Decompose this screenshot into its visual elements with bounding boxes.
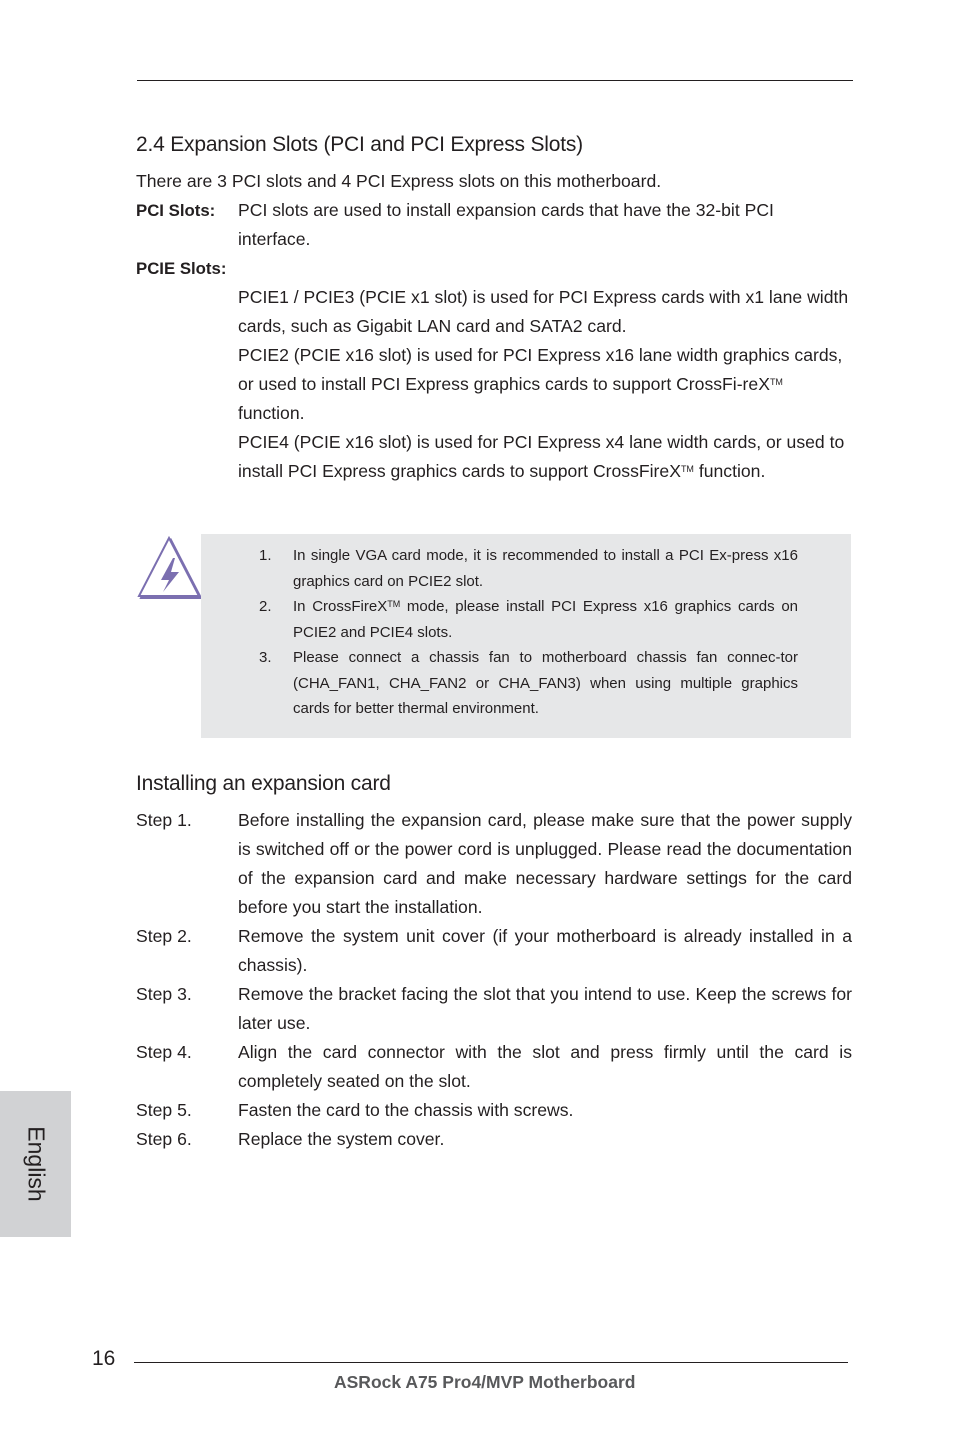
step-label: Step 5. bbox=[136, 1100, 192, 1120]
step-text: Remove the system unit cover (if your motherboard is already installed in a chassis). bbox=[238, 926, 852, 975]
step-label: Step 3. bbox=[136, 984, 192, 1004]
list-item bbox=[259, 543, 798, 594]
list-number: 3. bbox=[259, 649, 272, 666]
pcie4-text: PCIE4 (PCIE x16 slot) is used for PCI Express x4 lane width cards, or used to install PCI Express graphics cards to support CrossFireX bbox=[238, 432, 845, 481]
warning-lightning-icon bbox=[135, 536, 203, 602]
pcie2-text-end: function. bbox=[238, 403, 305, 423]
language-tab-label: English bbox=[23, 1126, 50, 1202]
list-item bbox=[259, 594, 798, 645]
step-text: Before installing the expansion card, please make sure that the power supply is switched off or the power cord is unplugged. Please read the documentation of the expansion card and make necessary hardware settings for the card before you start the installation. bbox=[238, 810, 852, 917]
step-item bbox=[136, 1096, 852, 1125]
install-section-title: Installing an expansion card bbox=[136, 772, 391, 795]
pci-slots-label: PCI Slots: bbox=[136, 201, 216, 220]
footer-rule bbox=[134, 1362, 848, 1363]
pcie-slots-description bbox=[238, 283, 853, 486]
step-label: Step 6. bbox=[136, 1129, 192, 1149]
step-text: Replace the system cover. bbox=[238, 1129, 445, 1149]
step-label: Step 4. bbox=[136, 1042, 192, 1062]
step-text: Remove the bracket facing the slot that you intend to use. Keep the screws for later use. bbox=[238, 984, 852, 1033]
note-text: In single VGA card mode, it is recommended to install a PCI Ex-press x16 graphics card on PCIE2 slot. bbox=[293, 547, 798, 590]
pcie-slots-label: PCIE Slots: bbox=[136, 259, 227, 278]
install-steps bbox=[136, 806, 852, 1154]
pcie2-paragraph bbox=[238, 341, 853, 428]
step-text: Fasten the card to the chassis with screws. bbox=[238, 1100, 574, 1120]
footer-title: ASRock A75 Pro4/MVP Motherboard bbox=[334, 1372, 636, 1392]
pci-slots-description: PCI slots are used to install expansion cards that have the 32-bit PCI interface. bbox=[238, 200, 774, 249]
note-list bbox=[259, 543, 798, 722]
list-number: 2. bbox=[259, 598, 272, 615]
trademark-mark: TM bbox=[680, 464, 694, 474]
section-intro: There are 3 PCI slots and 4 PCI Express slots on this motherboard. bbox=[136, 171, 662, 191]
note-text: In CrossFireX bbox=[293, 598, 388, 615]
step-text: Align the card connector with the slot and press firmly until the card is completely seated on the slot. bbox=[238, 1042, 852, 1091]
step-item bbox=[136, 922, 852, 980]
note-text: Please connect a chassis fan to motherboard chassis fan connec-tor (CHA_FAN1, CHA_FAN2 or CHA_FAN3) when using multiple graphics cards for better thermal environment. bbox=[293, 649, 798, 717]
step-label: Step 2. bbox=[136, 926, 192, 946]
step-item bbox=[136, 1038, 852, 1096]
header-rule bbox=[137, 80, 853, 81]
step-item bbox=[136, 980, 852, 1038]
trademark-mark: TM bbox=[769, 377, 783, 387]
step-item bbox=[136, 806, 852, 922]
pcie1-pcie3-paragraph: PCIE1 / PCIE3 (PCIE x1 slot) is used for PCI Express cards with x1 lane width cards, such as Gigabit LAN card and SATA2 card. bbox=[238, 287, 849, 336]
page-number: 16 bbox=[92, 1347, 116, 1370]
step-item bbox=[136, 1125, 852, 1154]
pcie4-paragraph bbox=[238, 428, 853, 486]
trademark-mark: TM bbox=[387, 599, 401, 609]
note-text-end: mode, please install PCI Express x16 graphics cards on PCIE2 and PCIE4 slots. bbox=[293, 598, 798, 641]
step-label: Step 1. bbox=[136, 810, 192, 830]
list-item bbox=[259, 645, 798, 722]
list-number: 1. bbox=[259, 547, 272, 564]
pcie4-text-end: function. bbox=[693, 461, 766, 481]
pcie2-text: PCIE2 (PCIE x16 slot) is used for PCI Express x16 lane width graphics cards, or used to install PCI Express graphics cards to support CrossFi-reX bbox=[238, 345, 843, 394]
section-title: 2.4 Expansion Slots (PCI and PCI Express Slots) bbox=[136, 133, 583, 156]
